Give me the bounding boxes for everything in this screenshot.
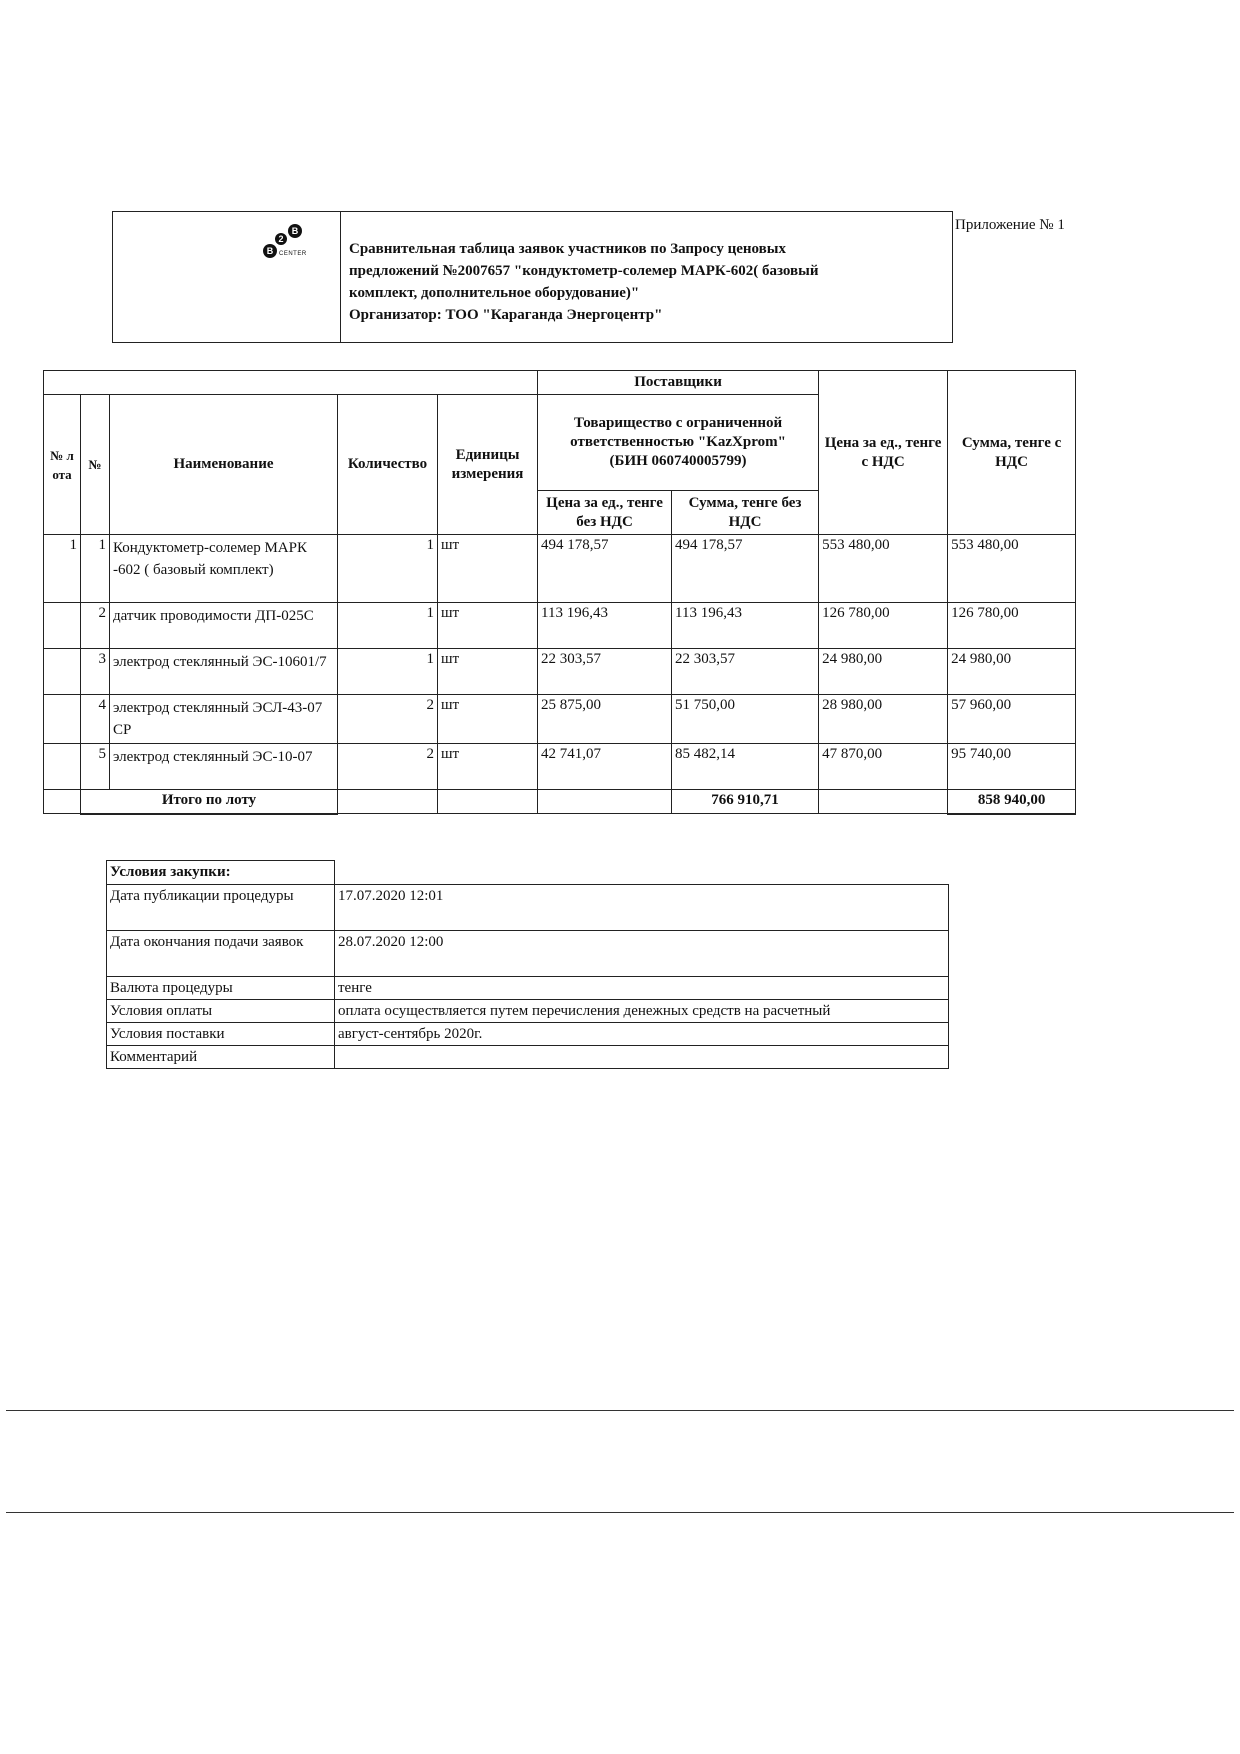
condition-value: оплата осуществляется путем перечисления денежных средств на расчетный [335,1000,949,1023]
table-row [44,649,1076,695]
row-sum-vat: 24 980,00 [948,649,1076,695]
sum-no-vat-header: Сумма, тенге без НДС [672,491,819,535]
comparison-table [43,370,1076,815]
total-sum-no-vat: 766 910,71 [672,790,819,814]
table-row [44,695,1076,744]
total-empty [44,790,81,814]
row-sum-no-vat: 51 750,00 [672,695,819,744]
total-row [44,790,1076,814]
row-price-no-vat: 113 196,43 [538,603,672,649]
appendix-label: Приложение № 1 [955,217,1065,233]
row-price-no-vat: 25 875,00 [538,695,672,744]
row-no: 1 [81,535,110,603]
condition-value: 17.07.2020 12:01 [335,885,949,931]
qty-header: Количество [338,395,438,535]
conditions-title-empty [335,861,949,885]
suppliers-header: Поставщики [538,371,819,395]
condition-label: Условия оплаты [107,1000,335,1023]
row-lot: 1 [44,535,81,603]
row-name: электрод стеклянный ЭСЛ-43-07 СР [110,695,338,744]
row-sum-no-vat: 494 178,57 [672,535,819,603]
row-unit: шт [438,744,538,790]
row-sum-no-vat: 113 196,43 [672,603,819,649]
total-sum-vat: 858 940,00 [948,790,1076,814]
row-qty: 2 [338,744,438,790]
condition-value: август-сентябрь 2020г. [335,1023,949,1046]
conditions-title: Условия закупки: [107,861,335,885]
condition-label: Дата окончания подачи заявок [107,931,335,977]
condition-label: Валюта процедуры [107,977,335,1000]
condition-value: тенге [335,977,949,1000]
condition-row [107,1046,949,1069]
row-no: 3 [81,649,110,695]
row-name: датчик проводимости ДП-025С [110,603,338,649]
header-blank [44,371,538,395]
row-lot [44,603,81,649]
title-line-2: предложений №2007657 "кондуктометр-солемер МАРК-602( базовый [349,263,819,279]
condition-row [107,1000,949,1023]
row-sum-no-vat: 22 303,57 [672,649,819,695]
name-header: Наименование [110,395,338,535]
logo-cell [113,212,341,342]
row-sum-vat: 126 780,00 [948,603,1076,649]
row-qty: 1 [338,649,438,695]
total-empty [338,790,438,814]
row-no: 2 [81,603,110,649]
row-qty: 2 [338,695,438,744]
row-price-no-vat: 494 178,57 [538,535,672,603]
lot-no-header: № лота [44,395,81,535]
table-row [44,535,1076,603]
row-name: электрод стеклянный ЭС-10601/7 [110,649,338,695]
table-row [44,603,1076,649]
condition-row [107,931,949,977]
row-lot [44,695,81,744]
row-sum-vat: 57 960,00 [948,695,1076,744]
row-name: электрод стеклянный ЭС-10-07 [110,744,338,790]
document-title [349,238,949,326]
title-line-1: Сравнительная таблица заявок участников по Запросу ценовых [349,241,786,257]
row-lot [44,649,81,695]
row-unit: шт [438,535,538,603]
condition-row [107,977,949,1000]
condition-label: Комментарий [107,1046,335,1069]
condition-label: Дата публикации процедуры [107,885,335,931]
no-header: № [81,395,110,535]
divider-line [6,1512,1234,1513]
logo-dot-b1: B [263,244,277,258]
row-price-vat: 28 980,00 [819,695,948,744]
b2b-center-logo-icon [261,222,331,262]
row-sum-vat: 553 480,00 [948,535,1076,603]
row-no: 4 [81,695,110,744]
row-price-no-vat: 22 303,57 [538,649,672,695]
row-sum-vat: 95 740,00 [948,744,1076,790]
supplier-name-header: Товарищество с ограниченной ответственностью "KazXprom" (БИН 060740005799) [538,395,819,491]
row-unit: шт [438,649,538,695]
condition-row [107,1023,949,1046]
divider-line [6,1410,1234,1411]
title-line-4: Организатор: ТОО "Караганда Энергоцентр" [349,307,663,323]
row-lot [44,744,81,790]
logo-dot-b2: B [288,224,302,238]
unit-header: Единицы измерения [438,395,538,535]
row-unit: шт [438,695,538,744]
sum-vat-header: Сумма, тенге с НДС [948,371,1076,535]
condition-label: Условия поставки [107,1023,335,1046]
row-unit: шт [438,603,538,649]
row-qty: 1 [338,535,438,603]
row-name: Кондуктометр-солемер МАРК -602 ( базовый комплект) [110,535,338,603]
row-price-no-vat: 42 741,07 [538,744,672,790]
price-no-vat-header: Цена за ед., тенге без НДС [538,491,672,535]
row-price-vat: 24 980,00 [819,649,948,695]
row-price-vat: 553 480,00 [819,535,948,603]
row-no: 5 [81,744,110,790]
title-line-3: комплект, дополнительное оборудование)" [349,285,640,301]
document-header [112,211,953,343]
procurement-conditions-table [106,860,949,1069]
total-empty [438,790,538,814]
row-sum-no-vat: 85 482,14 [672,744,819,790]
condition-row [107,885,949,931]
row-qty: 1 [338,603,438,649]
logo-text: CENTER [279,251,307,257]
table-row [44,744,1076,790]
row-price-vat: 47 870,00 [819,744,948,790]
row-price-vat: 126 780,00 [819,603,948,649]
price-vat-header: Цена за ед., тенге с НДС [819,371,948,535]
total-label: Итого по лоту [81,790,338,814]
logo-dot-2: 2 [275,233,287,245]
total-empty [819,790,948,814]
condition-value [335,1046,949,1069]
total-empty [538,790,672,814]
condition-value: 28.07.2020 12:00 [335,931,949,977]
